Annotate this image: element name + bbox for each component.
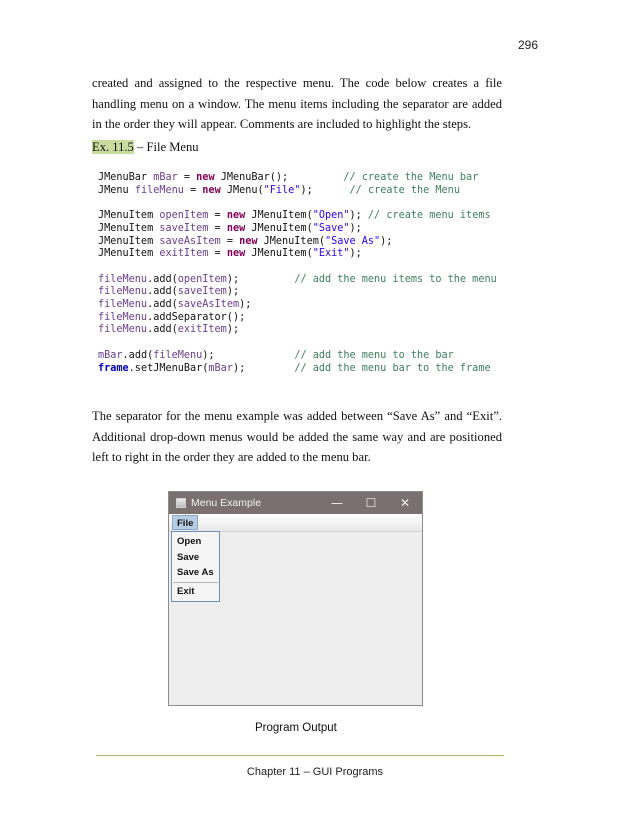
chapter-footer: Chapter 11 – GUI Programs (246, 766, 384, 778)
code-line-12: fileMenu.addSeparator(); (98, 311, 246, 323)
file-menu[interactable]: File (172, 515, 198, 530)
separator-paragraph: The separator for the menu example was added between “Save As” and “Exit”. Additional drop-down menus would be added the same way and are positioned left to right in the order they are added to the menu bar. (92, 409, 502, 464)
example-heading (92, 140, 199, 155)
code-block (98, 172, 497, 375)
menu-bar (169, 514, 422, 532)
window-titlebar[interactable] (169, 492, 422, 514)
menu-item-open[interactable]: Open (177, 536, 202, 547)
menu-item-save-as[interactable]: Save As (177, 567, 214, 578)
figure-caption: Program Output (255, 722, 337, 734)
window-title: Menu Example (191, 497, 262, 509)
minimize-button[interactable]: — (331, 496, 343, 510)
page-number: 296 (517, 38, 538, 52)
code-line-11: fileMenu.add(saveAsItem); (98, 299, 252, 311)
intro-paragraph: created and assigned to the respective menu. The code below creates a file handling menu on a window. The menu items including the separator are added in the order they will appear. Comments are included to highlight the steps. (92, 76, 502, 131)
code-line-15: mBar.add(fileMenu); // add the menu to the bar (98, 349, 454, 361)
footer-rule (96, 755, 504, 756)
example-title: – File Menu (133, 140, 199, 154)
code-line-10: fileMenu.add(saveItem); (98, 286, 240, 298)
menu-separator (173, 582, 218, 583)
code-line-9: fileMenu.add(openItem); // add the menu items to the menu (98, 273, 497, 285)
program-output-window (168, 491, 423, 706)
menu-item-exit[interactable]: Exit (177, 585, 195, 597)
maximize-button[interactable]: ☐ (365, 496, 377, 510)
code-line-5: JMenuItem saveItem = new JMenuItem("Save"); (98, 222, 362, 234)
file-dropdown (171, 531, 220, 602)
code-line-6: JMenuItem saveAsItem = new JMenuItem("Save As"); (98, 235, 393, 247)
code-line-13: fileMenu.add(exitItem); (98, 324, 240, 336)
example-label: Ex. 11.5 (92, 140, 134, 154)
code-line-16: frame.setJMenuBar(mBar); // add the menu bar to the frame (98, 362, 491, 374)
menu-item-save[interactable]: Save (177, 551, 200, 563)
code-line-2: JMenu fileMenu = new JMenu("File"); // create the Menu (98, 184, 460, 196)
code-line-1: JMenuBar mBar = new JMenuBar(); // create the Menu bar (98, 172, 479, 183)
java-app-icon (176, 498, 186, 508)
code-line-7: JMenuItem exitItem = new JMenuItem("Exit"); (98, 248, 362, 260)
close-button[interactable]: ✕ (399, 496, 411, 510)
code-line-4: JMenuItem openItem = new JMenuItem("Open"); // create menu items (98, 210, 491, 222)
